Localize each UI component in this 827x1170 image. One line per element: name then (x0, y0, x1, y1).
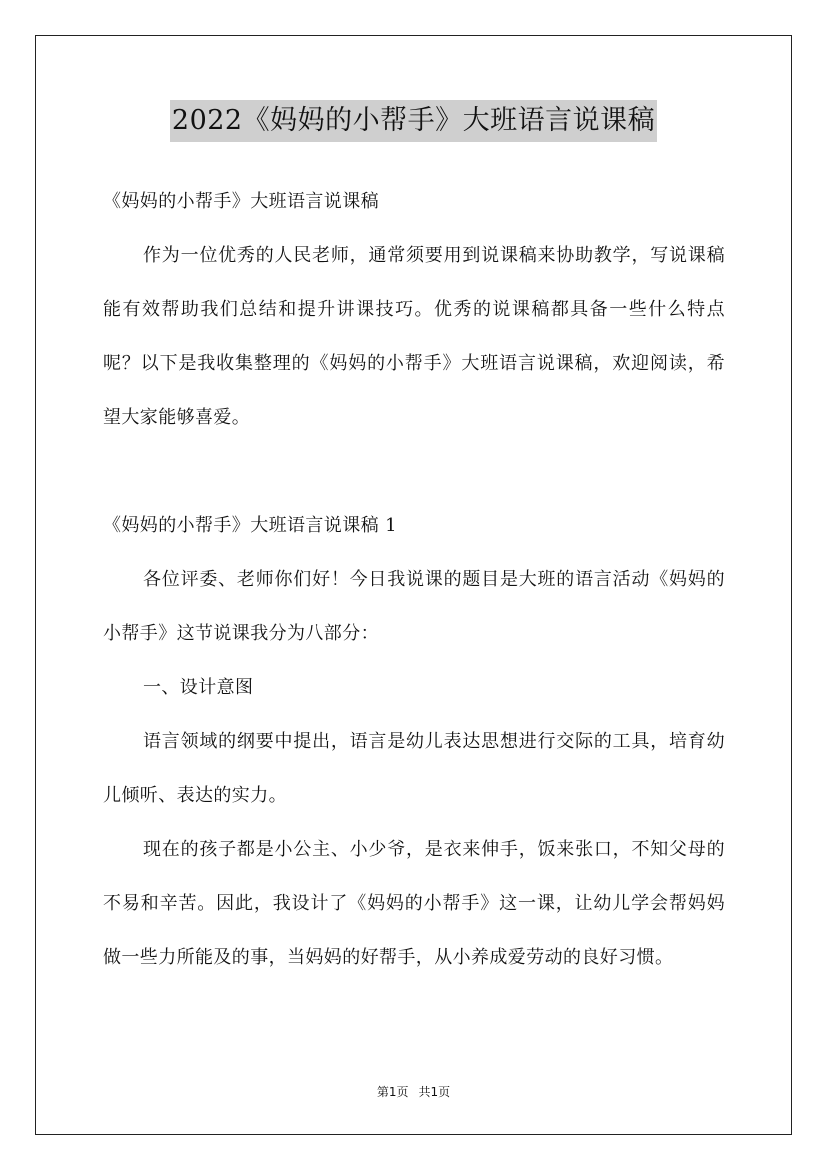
children-paragraph: 现在的孩子都是小公主、小少爷，是衣来伸手，饭来张口，不知父母的不易和辛苦。因此，我设计了《妈妈的小帮手》这一课，让幼儿学会帮妈妈做一些力所能及的事，当妈妈的好帮手，从小养成爱劳动的良好习惯。 (103, 839, 725, 968)
section-heading: 一、设计意图 (143, 677, 254, 698)
title-container (0, 100, 827, 142)
document-subtitle: 《妈妈的小帮手》大班语言说课稿 (103, 191, 379, 212)
page-total: 共1页 (418, 1085, 451, 1099)
intro-paragraph: 作为一位优秀的人民老师，通常须要用到说课稿来协助教学，写说课稿能有效帮助我们总结和提升讲课技巧。优秀的说课稿都具备一些什么特点呢？以下是我收集整理的《妈妈的小帮手》大班语言说课稿，欢迎阅读，希望大家能够喜爱。 (103, 245, 725, 428)
document-title: 2022《妈妈的小帮手》大班语言说课稿 (170, 100, 657, 142)
document-body (103, 175, 725, 985)
blank-line (103, 445, 725, 499)
greeting-paragraph: 各位评委、老师你们好！今日我说课的题目是大班的语言活动《妈妈的小帮手》这节说课我分为八部分： (103, 569, 725, 644)
section-title: 《妈妈的小帮手》大班语言说课稿 1 (103, 515, 397, 536)
page-number: 第1页 (376, 1085, 409, 1099)
language-paragraph: 语言领域的纲要中提出，语言是幼儿表达思想进行交际的工具，培育幼儿倾听、表达的实力。 (103, 731, 725, 806)
page-footer (0, 1083, 827, 1100)
